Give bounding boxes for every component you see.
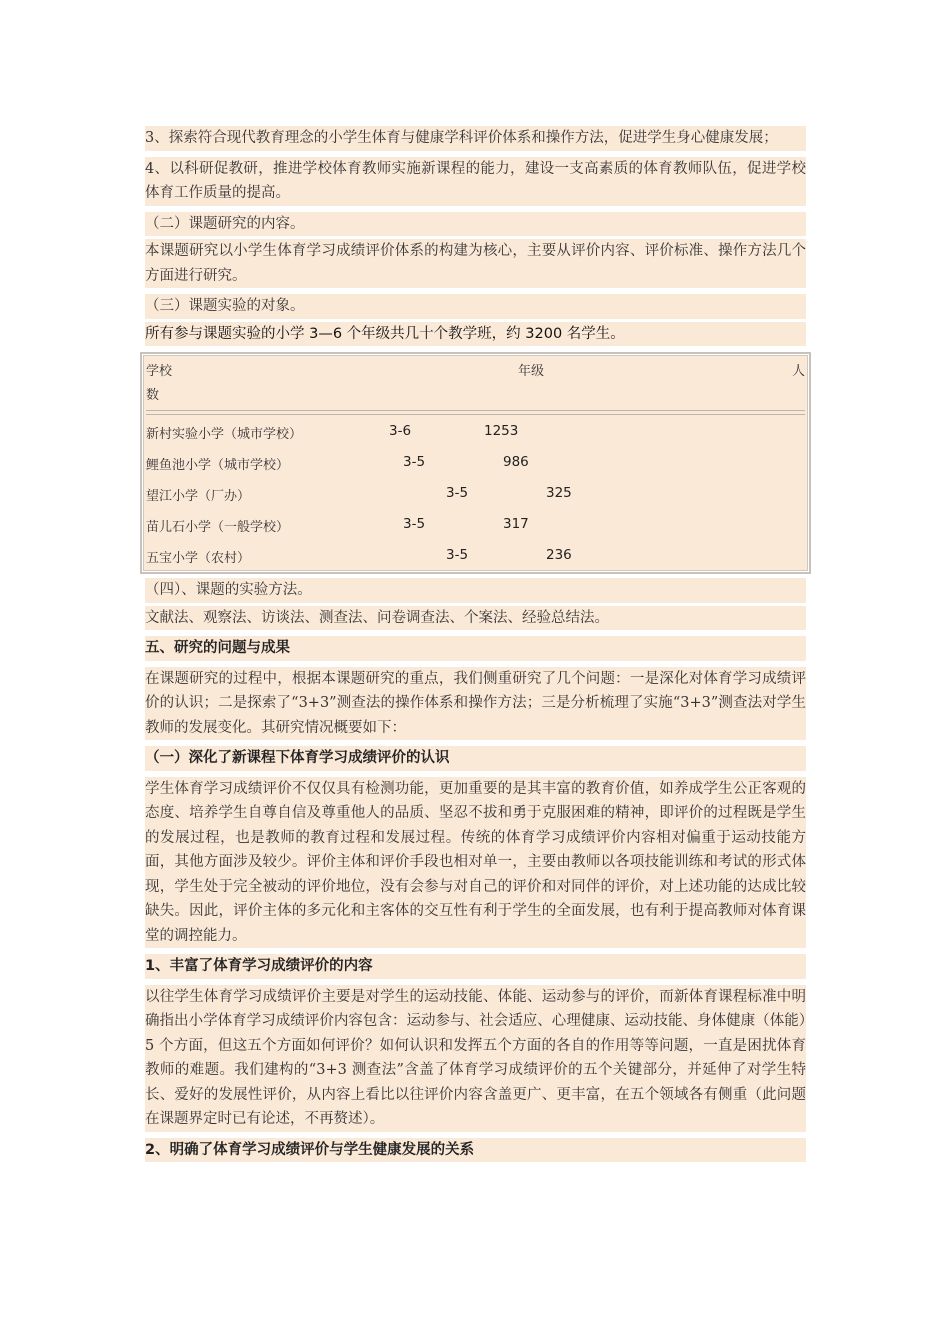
cell-count: 317 <box>503 516 529 532</box>
cell-count: 1253 <box>484 423 519 439</box>
document-body <box>145 126 806 1168</box>
paragraph-goal-4: 4、以科研促教研，推进学校体育教师实施新课程的能力，建设一支高素质的体育教师队伍，促进学校体育工作质量的提高。 <box>145 157 806 206</box>
table-row <box>146 514 805 545</box>
cell-count: 325 <box>546 485 572 501</box>
cell-school: 望江小学（厂办） <box>146 489 251 504</box>
heading-subsection-one: （一）深化了新课程下体育学习成绩评价的认识 <box>145 746 806 771</box>
cell-grade: 3-5 <box>403 516 426 532</box>
cell-grade: 3-5 <box>446 547 469 563</box>
heading-section-five: 五、研究的问题与成果 <box>145 636 806 661</box>
table-divider <box>146 410 805 415</box>
heading-research-subjects: （三）课题实验的对象。 <box>145 294 806 319</box>
cell-school: 鲤鱼池小学（城市学校） <box>146 458 290 473</box>
paragraph-evaluation-content: 以往学生体育学习成绩评价主要是对学生的运动技能、体能、运动参与的评价，而新体育课程标准中明确指出小学体育学习成绩评价内容包含：运动参与、社会适应、心理健康、运动技能、身体健康（体能）5 个方面，但这五个方面如何评价？如何认识和发挥五个方面的各自的作用等等问题，一直是困扰体育教师的难题。我们建构的“3+3 测查法”含盖了体育学习成绩评价的五个关键部分，并延伸了对学生特长、爱好的发展性评价，从内容上看比以往评价内容含盖更广、更丰富，在五个领域各有侧重（此问题在课题界定时已有论述，不再赘述）。 <box>145 985 806 1132</box>
cell-count: 236 <box>546 547 572 563</box>
table-row <box>146 421 805 452</box>
table-row <box>146 483 805 514</box>
header-school-wrap: 数 <box>146 388 160 403</box>
heading-point-one: 1、丰富了体育学习成绩评价的内容 <box>145 954 806 979</box>
header-grade: 年级 <box>518 364 545 379</box>
header-count: 人 <box>792 364 806 379</box>
table-row <box>146 545 805 576</box>
cell-school: 苗儿石小学（一般学校） <box>146 520 290 535</box>
heading-point-two: 2、明确了体育学习成绩评价与学生健康发展的关系 <box>145 1138 806 1163</box>
cell-count: 986 <box>503 454 529 470</box>
schools-table <box>140 352 811 574</box>
table-header <box>146 360 805 404</box>
cell-school: 五宝小学（农村） <box>146 551 251 566</box>
cell-grade: 3-5 <box>403 454 426 470</box>
cell-school: 新村实验小学（城市学校） <box>146 427 303 442</box>
header-school: 学校 <box>146 364 173 379</box>
cell-grade: 3-5 <box>446 485 469 501</box>
paragraph-experiment-methods: 文献法、观察法、访谈法、测查法、问卷调查法、个案法、经验总结法。 <box>145 606 806 631</box>
paragraph-research-content: 本课题研究以小学生体育学习成绩评价体系的构建为核心，主要从评价内容、评价标准、操作方法几个方面进行研究。 <box>145 239 806 288</box>
paragraph-goal-3: 3、探索符合现代教育理念的小学生体育与健康学科评价体系和操作方法，促进学生身心健康发展； <box>145 126 806 151</box>
paragraph-evaluation-value: 学生体育学习成绩评价不仅仅具有检测功能，更加重要的是其丰富的教育价值，如养成学生公正客观的态度、培养学生自尊自信及尊重他人的品质、坚忍不拔和勇于克服困难的精神，即评价的过程既是学生的发展过程，也是教师的教育过程和发展过程。传统的体育学习成绩评价内容相对偏重于运动技能方面，其他方面涉及较少。评价主体和评价手段也相对单一，主要由教师以各项技能训练和考试的形式体现，学生处于完全被动的评价地位，没有会参与对自己的评价和对同伴的评价，对上述功能的达成比较缺失。因此，评价主体的多元化和主客体的交互性有利于学生的全面发展，也有利于提高教师对体育课堂的调控能力。 <box>145 777 806 949</box>
heading-experiment-methods: （四）、课题的实验方法。 <box>145 578 806 603</box>
table-row <box>146 452 805 483</box>
heading-research-content: （二）课题研究的内容。 <box>145 212 806 237</box>
cell-grade: 3-6 <box>389 423 412 439</box>
paragraph-research-overview: 在课题研究的过程中，根据本课题研究的重点，我们侧重研究了几个问题：一是深化对体育学习成绩评价的认识；二是探索了“3+3”测查法的操作体系和操作方法；三是分析梳理了实施“3+3”测查法对学生教师的发展变化。其研究情况概要如下： <box>145 667 806 741</box>
paragraph-research-subjects: 所有参与课题实验的小学 3—6 个年级共几十个教学班，约 3200 名学生。 <box>145 322 806 347</box>
